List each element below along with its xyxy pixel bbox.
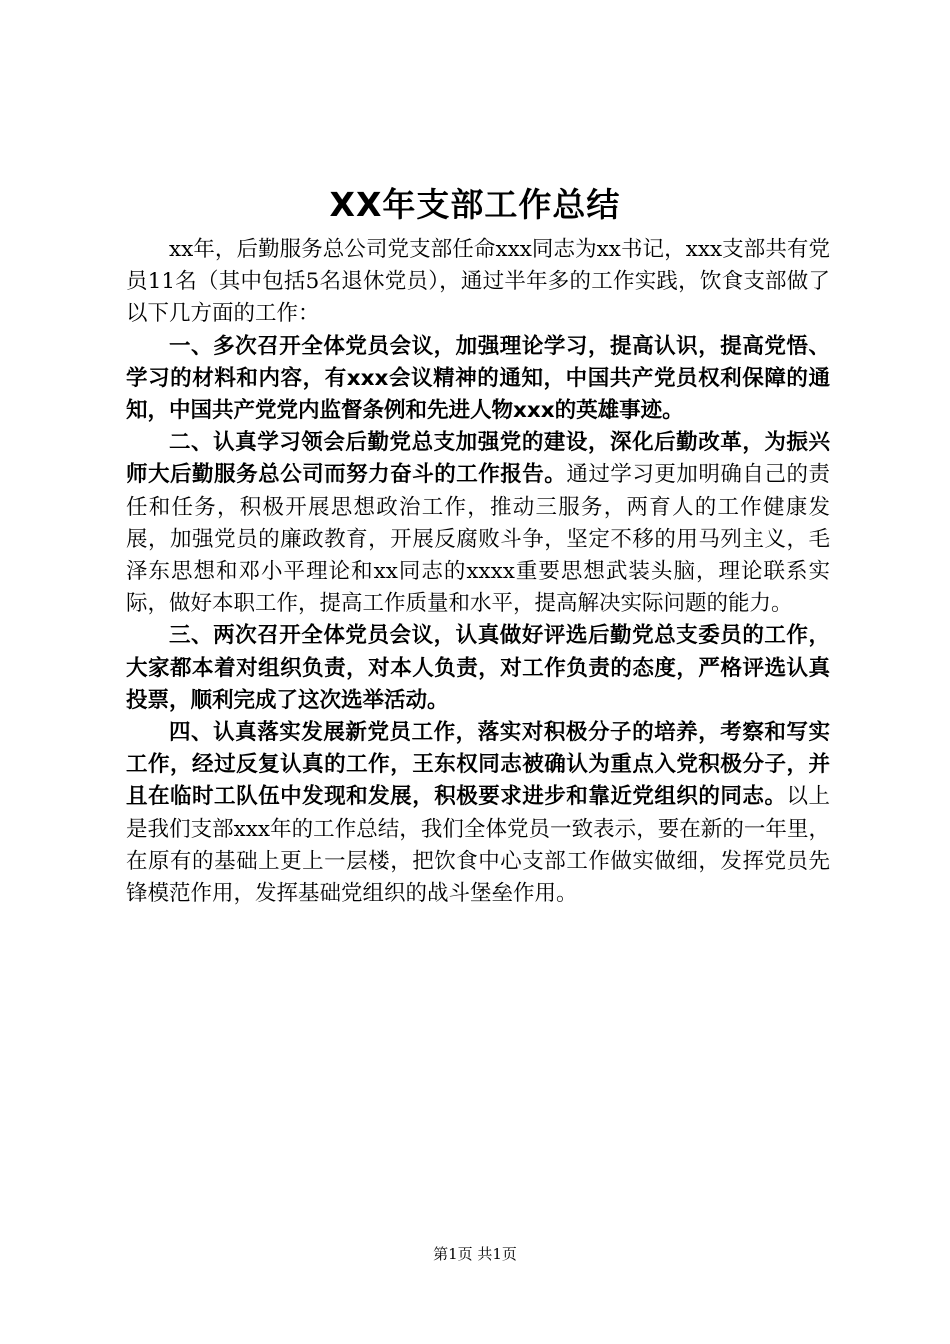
paragraph-intro-text: xx年，后勤服务总公司党支部任命xxx同志为xx书记，xxx支部共有党员11名（其中包括5名退休党员），通过半年多的工作实践，饮食支部做了以下几方面的工作：: [126, 237, 830, 327]
paragraph-item-4-text: 以上是我们支部xxx年的工作总结，我们全体党员一致表示，要在新的一年里，在原有的基础上更上一层楼，把饮食中心支部工作做实做细，发挥党员先锋模范作用，发挥基础党组织的战斗堡垒作用。: [126, 784, 830, 907]
document-body: [126, 234, 830, 910]
paragraph-item-4: [126, 717, 830, 910]
paragraph-item-2-bold: 二、认真学习领会后勤党总支加强党的建设，深化后勤改革，为振兴师大后勤服务总公司而努力奋斗的工作报告。: [126, 430, 830, 488]
paragraph-item-1-bold: 一、多次召开全体党员会议，加强理论学习，提高认识，提高党悟、学习的材料和内容，有xxx会议精神的通知，中国共产党员权利保障的通知，中国共产党党内监督条例和先进人物xxx的英雄事迹。: [126, 333, 830, 424]
paragraph-item-2: [126, 427, 830, 620]
paragraph-item-4-bold: 四、认真落实发展新党员工作，落实对积极分子的培养，考察和写实工作，经过反复认真的工作，王东权同志被确认为重点入党积极分子，并且在临时工队伍中发现和发展，积极要求进步和靠近党组织的同志。: [126, 720, 830, 810]
document-title: XX年支部工作总结: [329, 185, 621, 224]
paragraph-item-1: [126, 331, 830, 428]
paragraph-intro: [126, 234, 830, 331]
paragraph-item-2-text: 通过学习更加明确自己的责任和任务，积极开展思想政治工作，推动三服务，两育人的工作健康发展，加强党员的廉政教育，开展反腐败斗争，坚定不移的用马列主义，毛泽东思想和邓小平理论和xx同志的xxxx重要思想武装头脑，理论联系实际，做好本职工作，提高工作质量和水平，提高解决实际问题的能力。: [126, 462, 830, 617]
paragraph-item-3: [126, 620, 830, 717]
page-footer: 第1页 共1页: [433, 1245, 517, 1263]
paragraph-item-3-bold: 三、两次召开全体党员会议，认真做好评选后勤党总支委员的工作，大家都本着对组织负责，对本人负责，对工作负责的态度，严格评选认真投票，顺利完成了这次选举活动。: [126, 623, 830, 713]
